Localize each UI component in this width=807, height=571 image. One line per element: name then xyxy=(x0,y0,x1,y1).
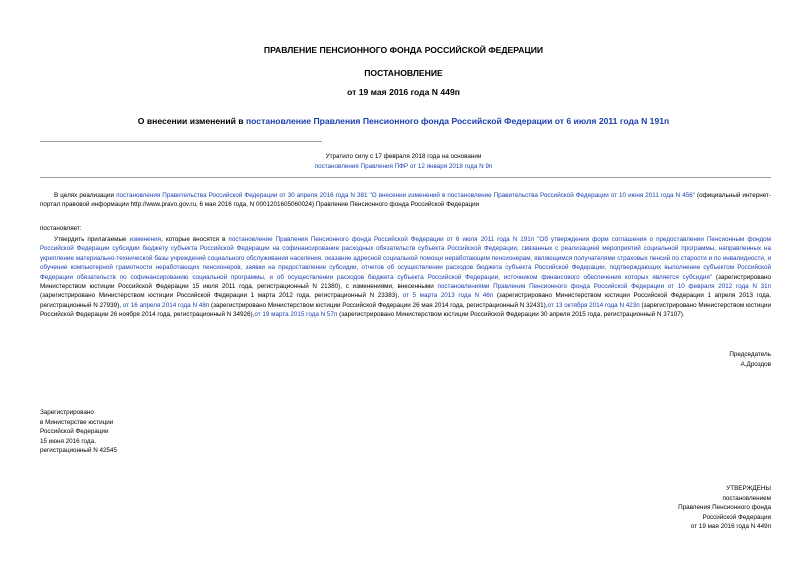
main-text-8: (зарегистрировано Министерством юстиции Российской Федерации 30 апреля 2015 года, регистрационный N 37107). xyxy=(337,311,685,319)
org-heading: ПРАВЛЕНИЕ ПЕНСИОННОГО ФОНДА РОССИЙСКОЙ ФЕДЕРАЦИИ xyxy=(263,45,544,55)
doc-type-heading: ПОСТАНОВЛЕНИЕ xyxy=(364,68,443,78)
signature-block xyxy=(729,350,771,369)
doc-title xyxy=(0,116,807,126)
main-text-3: (зарегистрировано Министерством юстиции Российской Федерации 15 июля 2011 года, регистрационный N 21380), с изменениями, внесенными xyxy=(40,273,771,291)
link-decree-46p[interactable]: от 5 марта 2013 года N 46п xyxy=(402,292,494,300)
registration-line-2: в Министерстве юстиции xyxy=(40,418,114,426)
doc-title-prefix: О внесении изменений в xyxy=(137,116,246,126)
registration-line-5: регистрационный N 42545 xyxy=(40,447,118,455)
main-text-1: Утвердить прилагаемые xyxy=(54,236,130,243)
registration-line-1: Зарегистрировано xyxy=(40,409,94,416)
registration-line-3: Российской Федерации xyxy=(40,428,109,436)
approval-line-5: от 19 мая 2016 года N 449п xyxy=(690,523,771,531)
link-decree-31p[interactable]: постановлениями Правления Пенсионного фонда Российской Федерации от 10 февраля 2012 года N 31п xyxy=(437,283,771,291)
main-text-6: (зарегистрировано Министерством юстиции Российской Федерации 26 мая 2014 года, регистрационный N 32431), xyxy=(209,301,548,309)
signature-role: Председатель xyxy=(729,351,771,358)
decides-line: постановляет: xyxy=(40,225,82,232)
approval-block xyxy=(678,484,771,532)
preamble-text-2: (официальный интернет-портал правовой информации http://www.pravo.gov.ru, 6 мая 2016 года, N 0001201605060024) Правление Пенсионного фонда Российской Федерации xyxy=(40,192,771,209)
approval-line-4: Российской Федерации xyxy=(702,513,771,521)
approval-line-3: Правления Пенсионного фонда xyxy=(678,504,771,512)
main-paragraph xyxy=(40,235,771,320)
approval-line-1: УТВЕРЖДЕНЫ xyxy=(726,485,771,492)
separator-short xyxy=(40,141,322,142)
main-text-4: (зарегистрировано Министерством юстиции Российской Федерации 1 марта 2012 года, регистрационный N 23383), xyxy=(40,292,403,300)
signature-name: А.Дроздов xyxy=(740,360,771,368)
main-text-7: (зарегистрировано Министерством юстиции Российской Федерации 26 ноября 2014 года, регистрационный N 34926), xyxy=(40,301,771,319)
link-decree-423p[interactable]: от 13 октября 2014 года N 423п xyxy=(547,301,640,309)
link-decree-57p[interactable]: от 19 марта 2015 года N 57п xyxy=(254,311,338,319)
separator-long xyxy=(40,177,771,178)
preamble-text-1: В целях реализации xyxy=(54,192,117,199)
link-decree-191p[interactable]: постановление Правления Пенсионного фонда Российской Федерации от 6 июля 2011 года N 191п "Об утверждении форм соглашения о предоставлении Пенсионным фондом Российской Федерации субсидии бюджету субъекта Российской Федерации на софинансирование расходных обязательств субъекта Российской Федерации, связанных с реализацией мероприятий социальной программы, направленных на укрепление материально-технической базы учреждений социального обслуживания населения, оказание адресной социальной помощи неработающим пенсионерам, являющимся получателями страховых пенсий по старости и по инвалидности, и обучение компьютерной грамотности неработающих пенсионеров, заявки на предоставление субсидии, отчетов об осуществлении расходов бюджета субъекта Российской Федерации, подтверждающих выполнение субъектом Российской Федерации обязательств по софинансированию социальной программы, и об осуществлении расходов бюджета субъекта Российской Федерации, источником финансового обеспечения которых является субсидия" xyxy=(40,236,771,281)
link-decree-48p[interactable]: от 16 апреля 2014 года N 48п xyxy=(122,301,210,309)
doc-title-link[interactable]: постановление Правления Пенсионного фонда Российской Федерации от 6 июля 2011 года N 191п xyxy=(245,116,670,126)
preamble-link-decree-381[interactable]: постановления Правительства Российской Федерации от 30 апреля 2016 года N 381 "О внесении изменений в постановление Правительства Российской Федерации от 10 июня 2011 года N 456" xyxy=(116,192,695,199)
status-note-text: Утратило силу с 17 февраля 2018 года на основании xyxy=(325,153,482,160)
registration-line-4: 15 июня 2016 года, xyxy=(40,437,96,445)
approval-line-2: постановлением xyxy=(722,494,771,502)
doc-date-number: от 19 мая 2016 года N 449п xyxy=(347,87,460,97)
registration-block xyxy=(40,408,117,456)
link-changes[interactable]: изменения xyxy=(129,236,162,243)
status-note-link[interactable]: постановления Правления ПФР от 12 января 2018 года N 9п xyxy=(314,162,493,170)
main-text-2: , которые вносятся в xyxy=(161,236,229,243)
status-note xyxy=(0,152,807,171)
preamble-paragraph xyxy=(40,191,771,210)
main-text-5: (зарегистрировано Министерством юстиции Российской Федерации 1 апреля 2013 года, регистрационный N 27939), xyxy=(40,292,772,309)
